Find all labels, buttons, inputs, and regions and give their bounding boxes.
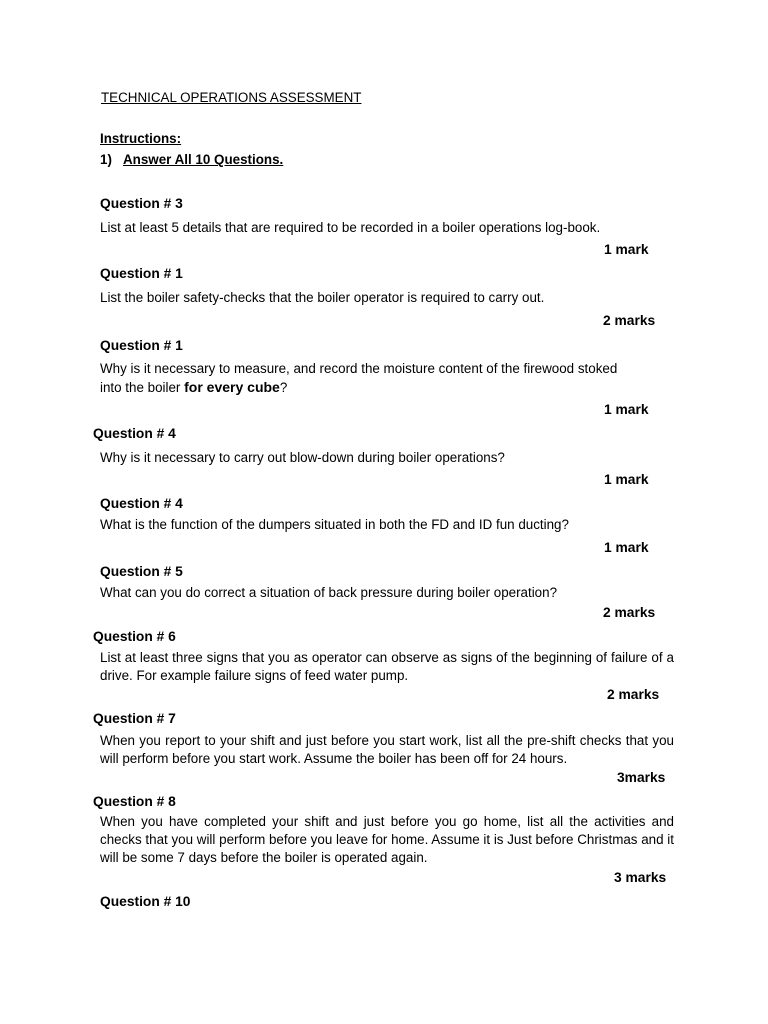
question-text: What can you do correct a situation of back pressure during boiler operation? bbox=[100, 585, 558, 600]
question-marks: 1 mark bbox=[604, 402, 649, 417]
question-marks: 3 marks bbox=[614, 870, 667, 885]
question-text: When you have completed your shift and just before you go home, list all the activities and checks that you will perform before you leave for home. Assume it is Just before Christmas and it will be some 7 days before the boiler is operated again. bbox=[100, 814, 674, 865]
question-heading: Question # 7 bbox=[93, 711, 176, 726]
question-text-line: Why is it necessary to measure, and record the moisture content of the firewood stoked bbox=[100, 361, 618, 376]
instruction-text: Answer All 10 Questions. bbox=[123, 152, 284, 167]
instruction-number: 1) bbox=[100, 152, 112, 167]
question-heading: Question # 5 bbox=[100, 564, 183, 579]
question-marks: 1 mark bbox=[604, 540, 649, 555]
document-title: TECHNICAL OPERATIONS ASSESSMENT bbox=[101, 90, 362, 105]
question-marks: 3marks bbox=[617, 770, 666, 785]
question-text-part: ? bbox=[279, 380, 288, 395]
instructions-label: Instructions: bbox=[100, 131, 182, 146]
question-text: Why is it necessary to carry out blow-down during boiler operations? bbox=[100, 450, 505, 465]
question-heading: Question # 1 bbox=[100, 338, 183, 353]
question-heading: Question # 8 bbox=[93, 794, 176, 809]
question-heading: Question # 10 bbox=[100, 894, 191, 909]
question-marks: 2 marks bbox=[603, 313, 656, 328]
question-text: List at least 5 details that are required to be recorded in a boiler operations log-book. bbox=[100, 220, 601, 235]
question-text-line bbox=[100, 378, 287, 397]
question-heading: Question # 3 bbox=[100, 196, 183, 211]
question-marks: 1 mark bbox=[604, 472, 649, 487]
question-text: List the boiler safety-checks that the boiler operator is required to carry out. bbox=[100, 290, 545, 305]
question-marks: 1 mark bbox=[604, 242, 649, 257]
question-text: When you report to your shift and just before you start work, list all the pre-shift checks that you will perform before you start work. Assume the boiler has been off for 24 hours. bbox=[100, 733, 674, 766]
question-text: What is the function of the dumpers situated in both the FD and ID fun ducting? bbox=[100, 517, 569, 532]
question-heading: Question # 4 bbox=[93, 426, 176, 441]
question-heading: Question # 1 bbox=[100, 266, 183, 281]
question-text: List at least three signs that you as operator can observe as signs of the beginning of failure of a drive. For example failure signs of feed water pump. bbox=[100, 650, 674, 683]
question-marks: 2 marks bbox=[603, 605, 656, 620]
question-marks: 2 marks bbox=[607, 687, 660, 702]
question-text-emphasis: for every cube bbox=[184, 379, 280, 395]
question-heading: Question # 6 bbox=[93, 629, 176, 644]
question-text-part: into the boiler bbox=[100, 380, 185, 395]
question-heading: Question # 4 bbox=[100, 496, 183, 511]
